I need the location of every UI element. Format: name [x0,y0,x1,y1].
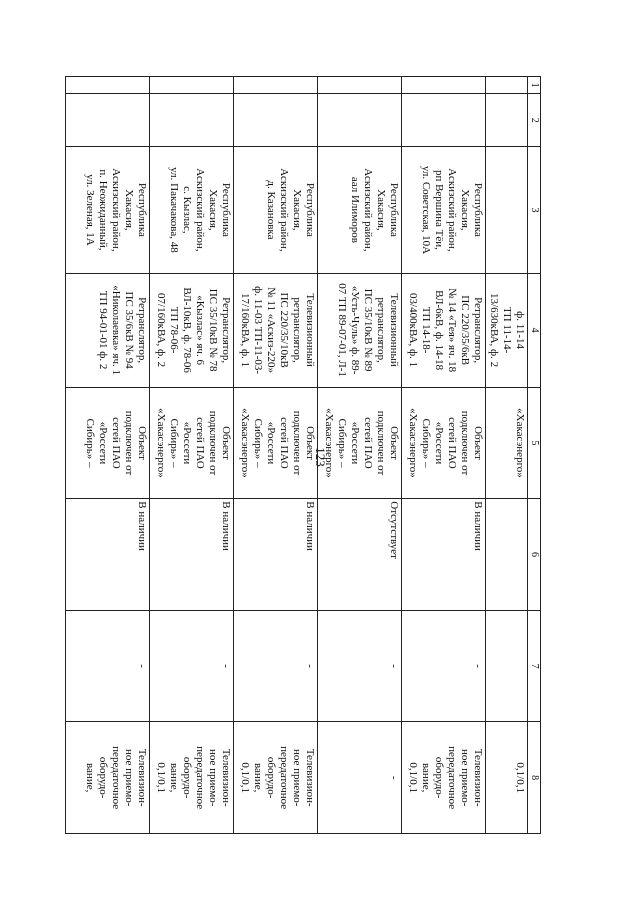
table-cell-col-6: В наличии [234,499,318,611]
column-header: 4 [528,273,541,387]
table-cell-col-7: - [66,610,150,722]
table-cell-col-8: Телевизион- ное приемо- передаточное оборудо- вание, 0,1/0,1 [402,722,486,834]
rotated-table-layer [84,76,541,834]
table-cell-col-1 [486,77,528,94]
table-cell-col-8: 0,1/0,1 [486,722,528,834]
table-cell-col-2 [486,94,528,147]
table-cell-col-7: - [402,610,486,722]
table-cell-col-7: - [234,610,318,722]
column-header: 5 [528,387,541,499]
table-cell-col-3: Республика Хакасия, Аскизский район, с. Кызлас, ул. Пакачакова, 48 [150,147,234,273]
column-header: 7 [528,610,541,722]
table-cell-col-8: Телевизион- ное приемо- передаточное оборудо- вание, [66,722,150,834]
table-cell-col-2 [234,94,318,147]
column-header: 8 [528,722,541,834]
table-cell-col-2 [402,94,486,147]
table-cell-col-6: В наличии [66,499,150,611]
table-cell-col-4: ф. 11-14 ТП 11-14- 13/630кВА, ф. 2 [486,273,528,387]
table-body [66,77,528,834]
table-row [318,77,402,834]
object-table [65,76,541,834]
table-cell-col-8: Телевизион- ное приемо- передаточное оборудо- вание, 0,1/0,1 [234,722,318,834]
table-cell-col-6: В наличии [402,499,486,611]
table-row [402,77,486,834]
table-cell-col-4: Телевизионный ретранслятор, ПС 220/35/10кВ № 11 «Аскиз-220» ф. 11-03 ТП-11-03- 17/160кВА, ф. 1 [234,273,318,387]
column-header: 1 [528,77,541,94]
table-row [486,77,528,834]
table-cell-col-4: Ретранслятор, ПС 35/10кВ № 78 «Кызлас» яч. 6 ВЛ-10кВ, ф. 78-06 ТП 78-06- 07/160кВА, ф. 2 [150,273,234,387]
column-header: 2 [528,94,541,147]
table-cell-col-5: «Хакасэнерго» [486,387,528,499]
table-cell-col-5: Объект подключен от сетей ПАО «Россети Сибирь» – «Хакасэнерго» [318,387,402,499]
table-row [234,77,318,834]
table-cell-col-5: Объект подключен от сетей ПАО «Россети Сибирь» – «Хакасэнерго» [234,387,318,499]
table-cell-col-2 [318,94,402,147]
column-header: 3 [528,147,541,273]
column-header: 6 [528,499,541,611]
table-cell-col-1 [66,77,150,94]
table-cell-col-1 [318,77,402,94]
table-cell-col-4: Ретранслятор, ПС 220/35/6кВ № 14 «Тея» яч. 18 ВЛ-6кВ, ф. 14-18 ТП 14-18- 03/400кВА, ф. 1 [402,273,486,387]
table-cell-col-3: Республика Хакасия, Аскизский район, д. Казановка [234,147,318,273]
table-row [150,77,234,834]
table-row [66,77,150,834]
rotated-table-wrapper [84,76,541,834]
table-cell-col-6 [486,499,528,611]
table-cell-col-8: - [318,722,402,834]
table-cell-col-5: Объект подключен от сетей ПАО «Россети Сибирь» – [66,387,150,499]
table-cell-col-6: В наличии [150,499,234,611]
table-cell-col-3: Республика Хакасия, Аскизский район, рп Вершина Тёи, ул. Советская, 10А [402,147,486,273]
table-cell-col-5: Объект подключен от сетей ПАО «Россети Сибирь» – «Хакасэнерго» [150,387,234,499]
table-cell-col-7 [486,610,528,722]
table-cell-col-7: - [318,610,402,722]
table-cell-col-6: Отсутствует [318,499,402,611]
table-cell-col-3 [486,147,528,273]
table-cell-col-4: Телевизионный ретранслятор, ПС 35/10кВ № 89 «Усть-Чуль» ф. 89- 07 ТП 89-07-01, Л-1 [318,273,402,387]
table-cell-col-1 [234,77,318,94]
table-cell-col-4: Ретранслятор, ПС 35/6кВ № 94 «Николаевка» яч. 1 ТП 94-01-01 ф. 2 [66,273,150,387]
table-header-row [528,77,541,834]
table-cell-col-8: Телевизион- ное приемо- передаточное оборудо- вание, 0,1/0,1 [150,722,234,834]
page-number: 123 [312,447,328,467]
table-cell-col-3: Республика Хакасия, Аскизский район, п. Неожиданный, ул. Зеленая, 1А [66,147,150,273]
table-cell-col-3: Республика Хакасия, Аскизский район, аал Илиморов [318,147,402,273]
table-cell-col-5: Объект подключен от сетей ПАО «Россети Сибирь» – «Хакасэнерго» [402,387,486,499]
table-cell-col-2 [150,94,234,147]
table-cell-col-1 [150,77,234,94]
table-cell-col-2 [66,94,150,147]
table-cell-col-7: - [150,610,234,722]
table-cell-col-1 [402,77,486,94]
